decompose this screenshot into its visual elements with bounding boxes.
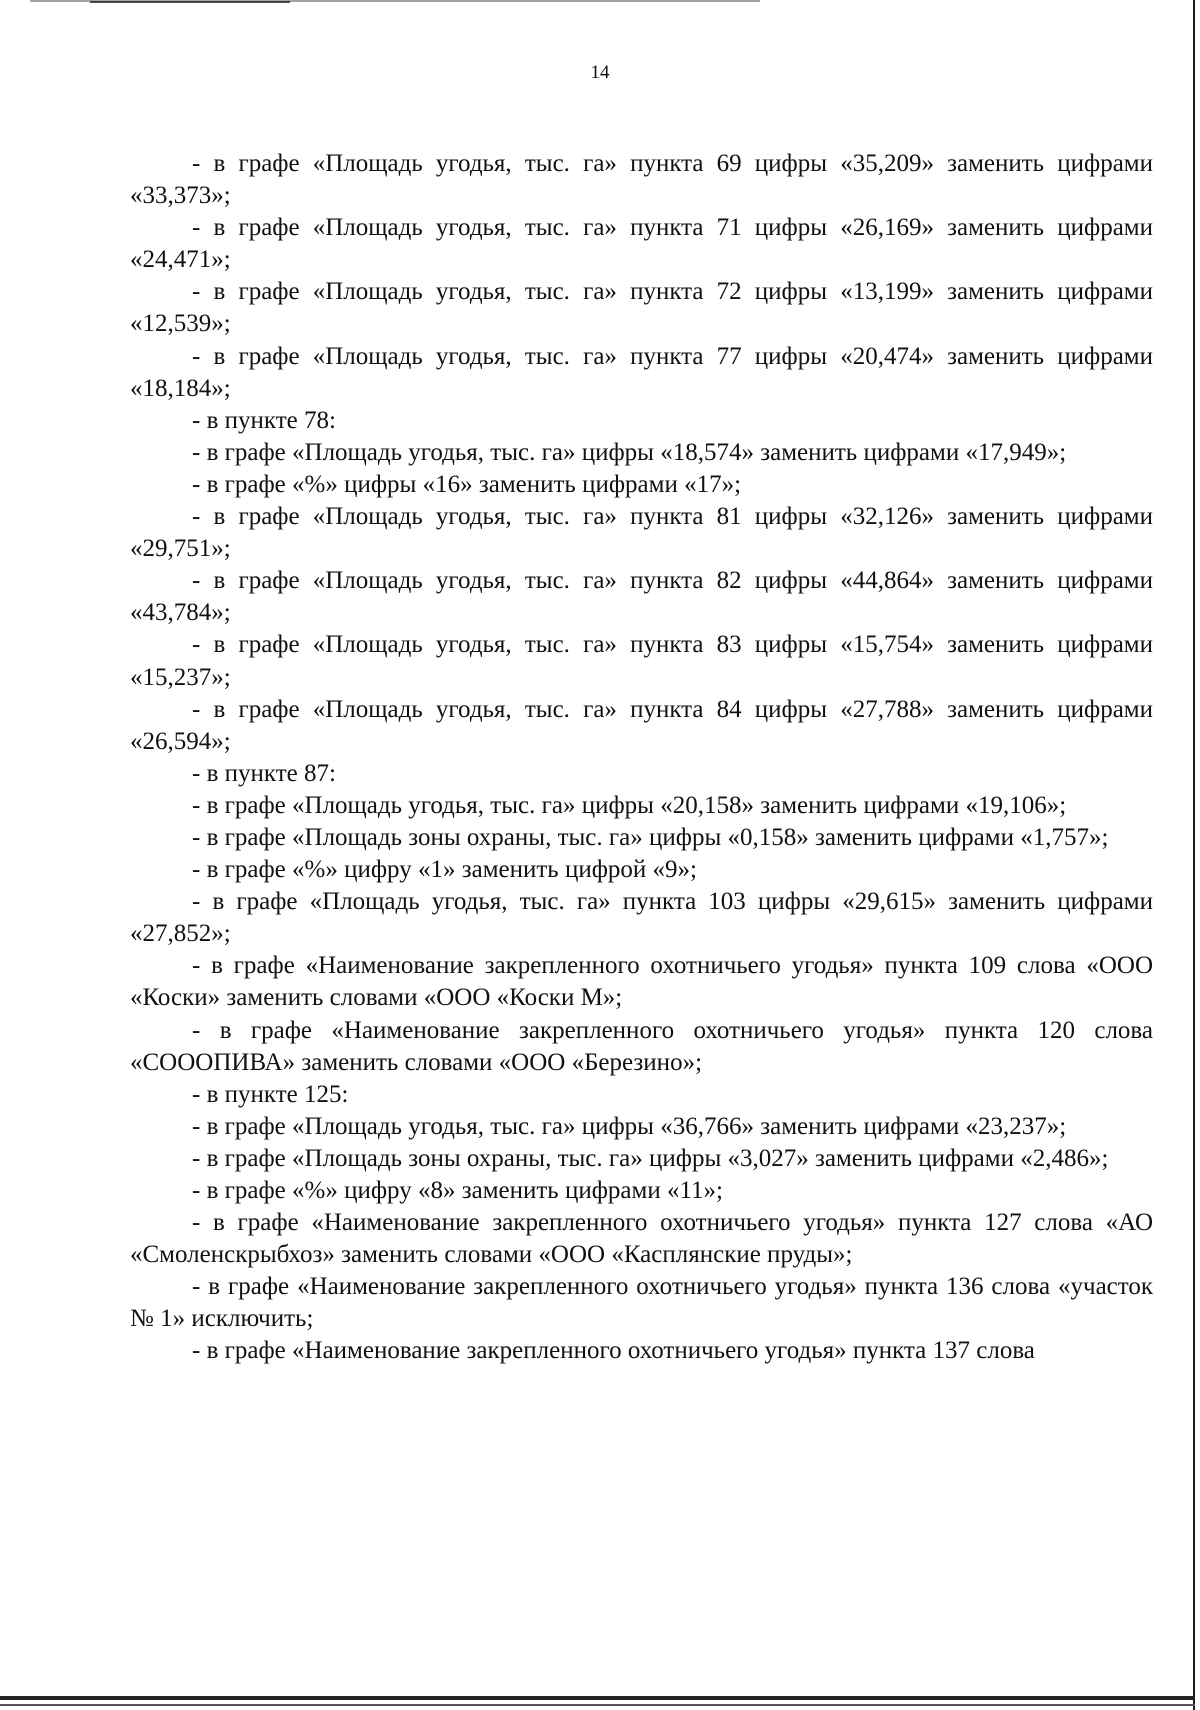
scan-right-edge bbox=[1193, 0, 1195, 1710]
amendment-paragraph: - в графе «Наименование закрепленного охотничьего угодья» пункта 127 слова «АО «Смоленскрыбхоз» заменить словами «ООО «Касплянские пруды»; bbox=[130, 1209, 1153, 1269]
amendment-paragraph: - в графе «Наименование закрепленного охотничьего угодья» пункта 120 слова «СОООПИВА» заменить словами «ООО «Березино»; bbox=[130, 1016, 1153, 1076]
amendment-paragraph: - в графе «Площадь угодья, тыс. га» пункта 69 цифры «35,209» заменить цифрами «33,373»; bbox=[130, 150, 1153, 210]
amendment-paragraph: - в графе «Площадь угодья, тыс. га» пункта 83 цифры «15,754» заменить цифрами «15,237»; bbox=[130, 631, 1153, 691]
page-number: 14 bbox=[590, 62, 610, 83]
amendment-paragraph: - в графе «Площадь угодья, тыс. га» пункта 72 цифры «13,199» заменить цифрами «12,539»; bbox=[130, 278, 1153, 338]
amendment-paragraph: - в пункте 78: bbox=[192, 406, 336, 434]
amendment-paragraph: - в графе «Площадь угодья, тыс. га» пункта 71 цифры «26,169» заменить цифрами «24,471»; bbox=[130, 214, 1153, 274]
scan-bottom-edge bbox=[0, 1704, 1195, 1706]
amendment-paragraph: - в графе «Площадь зоны охраны, тыс. га» цифры «3,027» заменить цифрами «2,486»; bbox=[192, 1144, 1109, 1172]
amendment-paragraph: - в графе «Площадь угодья, тыс. га» пункта 81 цифры «32,126» заменить цифрами «29,751»; bbox=[130, 503, 1153, 563]
amendment-paragraph: - в графе «Наименование закрепленного охотничьего угодья» пункта 137 слова bbox=[192, 1337, 1035, 1365]
amendment-paragraph: - в графе «%» цифры «16» заменить цифрами «17»; bbox=[192, 470, 742, 498]
amendment-paragraph: - в графе «%» цифру «1» заменить цифрой «9»; bbox=[192, 856, 697, 884]
scan-top-edge-mark bbox=[90, 1, 290, 7]
amendment-paragraph: - в графе «%» цифру «8» заменить цифрами «11»; bbox=[192, 1177, 723, 1204]
document-body bbox=[130, 148, 1153, 1368]
amendment-paragraph: - в графе «Площадь зоны охраны, тыс. га» цифры «0,158» заменить цифрами «1,757»; bbox=[192, 823, 1109, 851]
amendment-paragraph: - в графе «Площадь угодья, тыс. га» пункта 77 цифры «20,474» заменить цифрами «18,184»; bbox=[130, 342, 1153, 402]
amendment-paragraph: - в графе «Площадь угодья, тыс. га» пункта 84 цифры «27,788» заменить цифрами «26,594»; bbox=[130, 695, 1153, 755]
amendment-paragraph: - в графе «Площадь угодья, тыс. га» цифры «18,574» заменить цифрами «17,949»; bbox=[192, 438, 1067, 466]
amendment-paragraph: - в графе «Площадь угодья, тыс. га» цифры «20,158» заменить цифрами «19,106»; bbox=[192, 791, 1067, 819]
scan-bottom-edge bbox=[0, 1696, 1195, 1700]
amendment-paragraph: - в пункте 125: bbox=[192, 1080, 349, 1108]
amendment-paragraph: - в пункте 87: bbox=[192, 759, 336, 787]
amendment-paragraph: - в графе «Наименование закрепленного охотничьего угодья» пункта 109 слова «ООО «Коски» заменить словами «ООО «Коски М»; bbox=[130, 952, 1153, 1012]
amendment-paragraph: - в графе «Площадь угодья, тыс. га» цифры «36,766» заменить цифрами «23,237»; bbox=[192, 1112, 1067, 1140]
amendment-paragraph: - в графе «Площадь угодья, тыс. га» пункта 82 цифры «44,864» заменить цифрами «43,784»; bbox=[130, 567, 1153, 627]
amendment-paragraph: - в графе «Наименование закрепленного охотничьего угодья» пункта 136 слова «участок № 1» исключить; bbox=[130, 1273, 1153, 1333]
amendment-paragraph: - в графе «Площадь угодья, тыс. га» пункта 103 цифры «29,615» заменить цифрами «27,852»; bbox=[130, 888, 1153, 948]
